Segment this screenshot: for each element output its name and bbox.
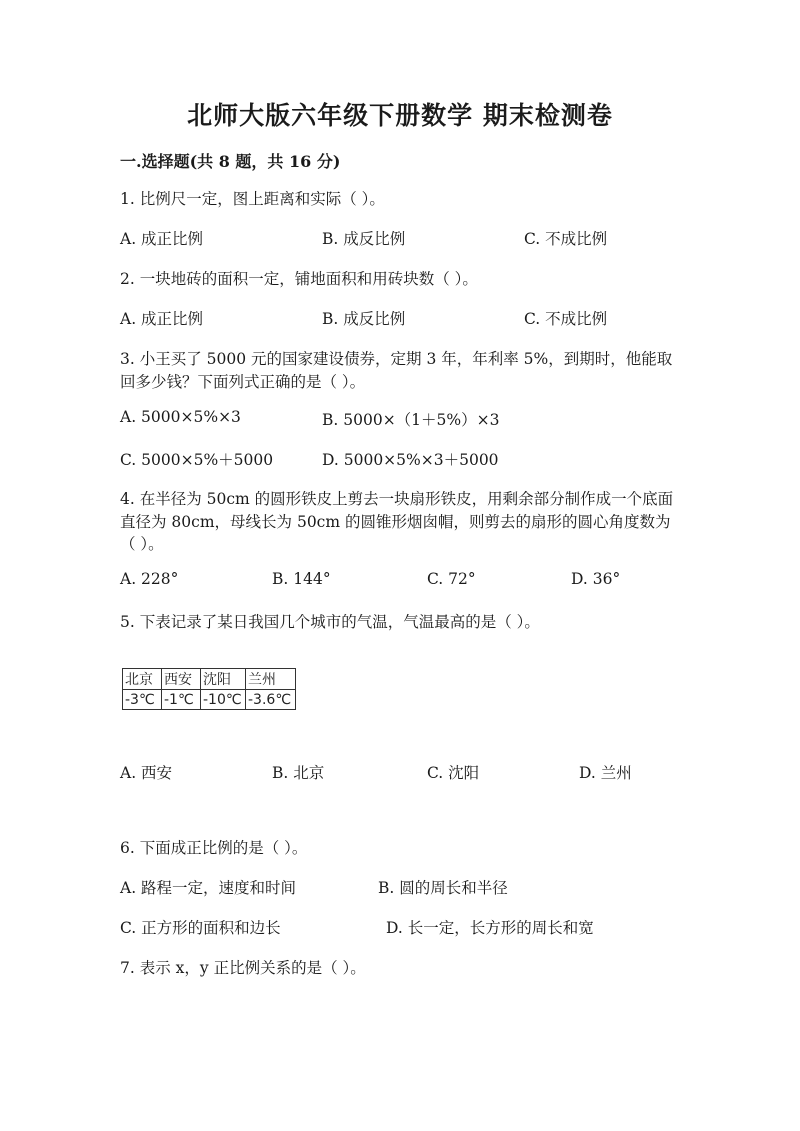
q5-option-b[interactable]: B. 北京 — [272, 764, 325, 782]
question-3-line-1: 3. 小王买了 5000 元的国家建设债券，定期 3 年，年利率 5%，到期时，他能取 — [120, 350, 673, 368]
q2-option-a[interactable]: A. 成正比例 — [120, 310, 204, 328]
question-4-line-1: 4. 在半径为 50cm 的圆形铁皮上剪去一块扇形铁皮，用剩余部分制作成一个底面 — [120, 490, 674, 508]
q5-option-d[interactable]: D. 兰州 — [579, 764, 632, 782]
table-cell: -10℃ — [201, 690, 246, 710]
q1-option-b[interactable]: B. 成反比例 — [322, 230, 406, 248]
question-3-line-2: 回多少钱？下面列式正确的是（ ）。 — [120, 373, 366, 391]
table-cell: -1℃ — [162, 690, 201, 710]
temperature-table — [122, 668, 296, 710]
q6-option-d[interactable]: D. 长一定，长方形的周长和宽 — [386, 919, 594, 937]
q2-option-c[interactable]: C. 不成比例 — [524, 310, 608, 328]
q4-option-c[interactable]: C. 72° — [427, 570, 476, 588]
q2-option-b[interactable]: B. 成反比例 — [322, 310, 406, 328]
table-row-temps — [123, 690, 296, 710]
q4-option-b[interactable]: B. 144° — [272, 570, 331, 588]
q1-option-c[interactable]: C. 不成比例 — [524, 230, 608, 248]
question-4-line-2: 直径为 80cm，母线长为 50cm 的圆锥形烟囱帽，则剪去的扇形的圆心角度数为 — [120, 513, 671, 531]
page-title: 北师大版六年级下册数学 期末检测卷 — [187, 101, 613, 130]
q3-option-a[interactable]: A. 5000×5%×3 — [120, 408, 241, 426]
section-title: 一.选择题(共 8 题，共 16 分) — [120, 152, 341, 171]
table-cell: 沈阳 — [201, 669, 246, 690]
table-cell: 西安 — [162, 669, 201, 690]
q6-option-a[interactable]: A. 路程一定，速度和时间 — [120, 879, 297, 897]
q3-option-c[interactable]: C. 5000×5%＋5000 — [120, 451, 274, 469]
q6-option-b[interactable]: B. 圆的周长和半径 — [378, 879, 508, 897]
table-cell: 北京 — [123, 669, 162, 690]
question-2: 2. 一块地砖的面积一定，铺地面积和用砖块数（ ）。 — [120, 270, 478, 288]
question-5: 5. 下表记录了某日我国几个城市的气温，气温最高的是（ ）。 — [120, 613, 540, 631]
question-1: 1. 比例尺一定，图上距离和实际（ ）。 — [120, 190, 385, 208]
q3-option-b[interactable]: B. 5000×（1＋5%）×3 — [322, 411, 500, 429]
q4-option-d[interactable]: D. 36° — [571, 570, 621, 588]
q3-option-d[interactable]: D. 5000×5%×3＋5000 — [322, 451, 499, 469]
question-7: 7. 表示 x，y 正比例关系的是（ ）。 — [120, 959, 366, 977]
question-4-line-3: （ ）。 — [120, 535, 164, 553]
q5-option-c[interactable]: C. 沈阳 — [427, 764, 480, 782]
table-cell: -3℃ — [123, 690, 162, 710]
table-row-cities — [123, 669, 296, 690]
table-cell: 兰州 — [246, 669, 296, 690]
question-6: 6. 下面成正比例的是（ ）。 — [120, 839, 308, 857]
q4-option-a[interactable]: A. 228° — [120, 570, 179, 588]
q1-option-a[interactable]: A. 成正比例 — [120, 230, 204, 248]
table-cell: -3.6℃ — [246, 690, 296, 710]
q5-option-a[interactable]: A. 西安 — [120, 764, 173, 782]
q6-option-c[interactable]: C. 正方形的面积和边长 — [120, 919, 281, 937]
